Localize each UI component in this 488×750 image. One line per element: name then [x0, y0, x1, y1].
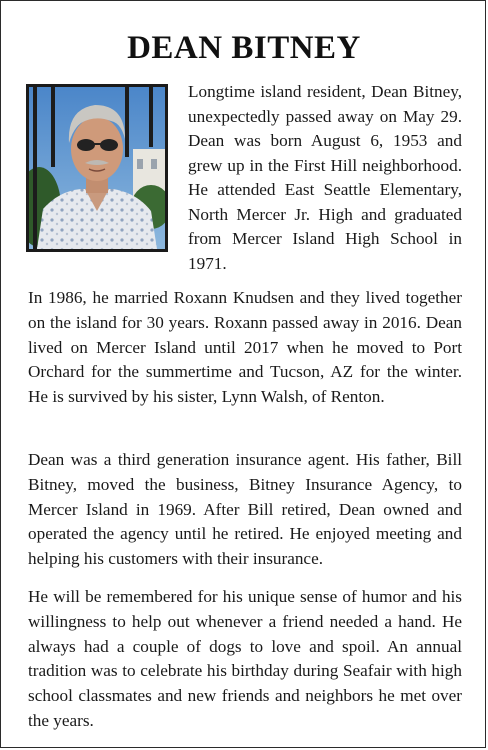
- obituary-paragraph-family: In 1986, he married Roxann Knudsen and they lived together on the island for 30 years. Roxann passed away in 2016. Dean lived on Mercer Island until 2017 when he moved to Port Orchard for the summertime and Tucson, AZ for the winter. He is survived by his sister, Lynn Walsh, of Renton.: [28, 288, 462, 407]
- obituary-paragraph-remembrance: He will be remembered for his unique sense of humor and his willingness to help out whenever a friend needed a hand. He always had a couple of dogs to love and spoil. An annual tradition was to celebrate his birthday during Seafair with high school classmates and new friends and neighbors he met over the years.: [28, 587, 462, 730]
- obituary-paragraph-career: Dean was a third generation insurance agent. His father, Bill Bitney, moved the business, Bitney Insurance Agency, to Mercer Island in 1969. After Bill retired, Dean owned and operated the agency until he retired. He enjoyed meeting and helping his customers with their insurance.: [28, 450, 462, 569]
- obituary-intro-text: Longtime island resident, Dean Bitney, unexpectedly passed away on May 29. Dean was born August 6, 1953 and grew up in the First Hill neighborhood. He attended East Seattle Elementary, North Mercer Jr. High and graduated from Mercer Island High School in 1971.: [188, 82, 462, 273]
- obituary-title: DEAN BITNEY: [127, 30, 361, 66]
- portrait-photo: [26, 84, 168, 252]
- portrait-illustration: [29, 87, 165, 249]
